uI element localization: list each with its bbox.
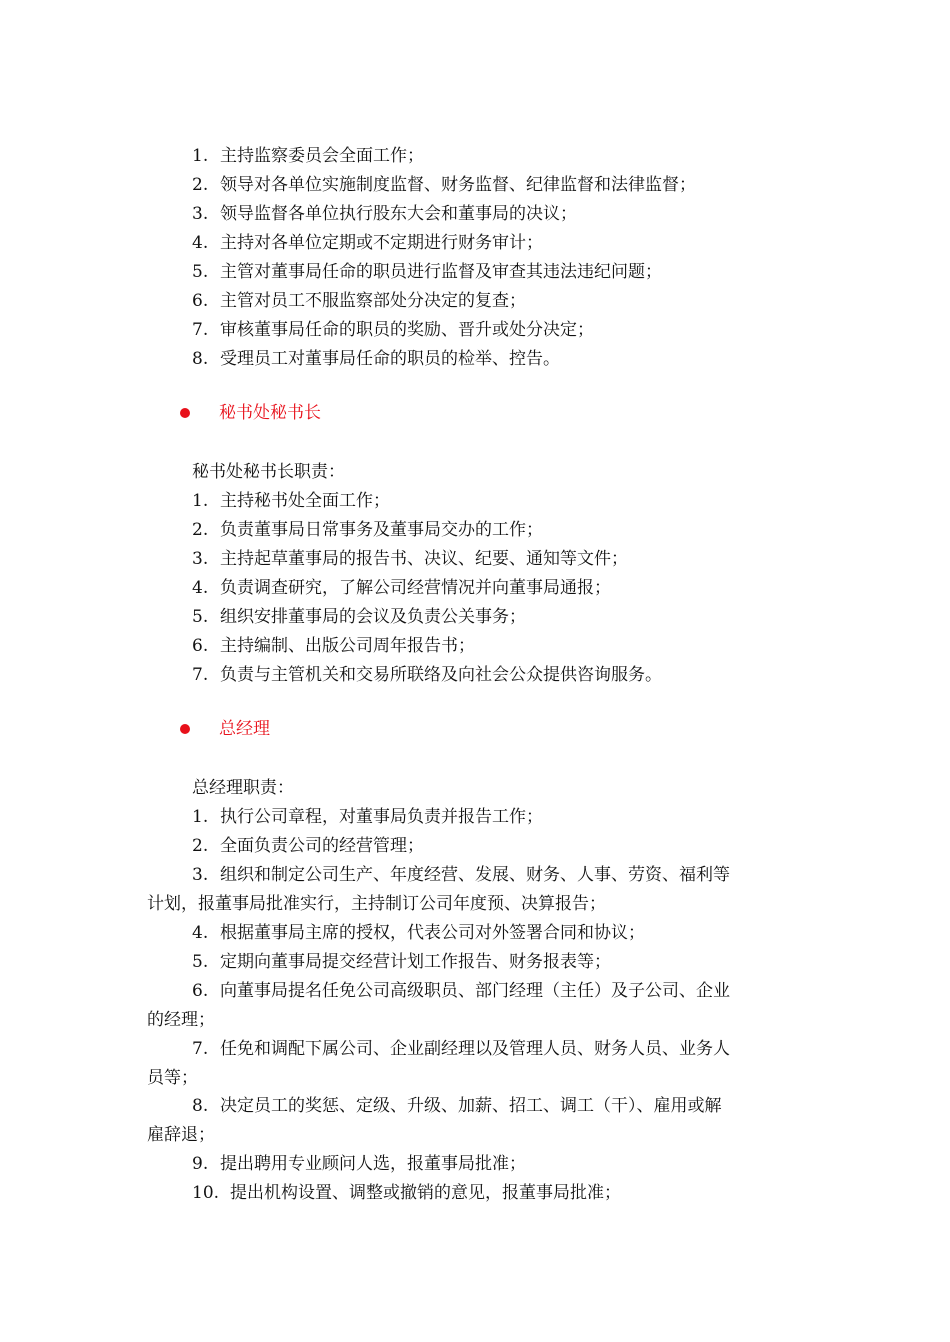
item-number: 1. [192,146,209,166]
item-text: 任免和调配下属公司、企业副经理以及管理人员、财务人员、业务人 [220,1039,730,1059]
list-item [192,262,662,282]
list-item [192,578,611,598]
list-item [192,549,628,569]
item-number: 7. [192,665,209,685]
list-item [192,1183,621,1203]
list-item [192,865,730,885]
list-item-continuation: 的经理； [147,1010,215,1030]
item-number: 9. [192,1154,209,1174]
list-item [192,146,424,166]
item-number: 1. [192,491,209,511]
item-text: 受理员工对董事局任命的职员的检举、控告。 [220,349,560,369]
item-number: 7. [192,1039,209,1059]
item-text: 执行公司章程，对董事局负责并报告工作； [220,807,543,827]
list-item [192,320,594,340]
item-text: 主持秘书处全面工作； [220,491,390,511]
item-text: 提出聘用专业顾问人选，报董事局批准； [220,1154,526,1174]
item-number: 3. [192,204,209,224]
item-text: 负责调查研究，了解公司经营情况并向董事局通报； [220,578,611,598]
list-item [192,1154,526,1174]
item-number: 5. [192,952,209,972]
item-text: 主持监察委员会全面工作； [220,146,424,166]
item-number: 2. [192,836,209,856]
list-item [192,607,526,627]
list-item [192,836,424,856]
item-text: 向董事局提名任免公司高级职员、部门经理（主任）及子公司、企业 [220,981,730,1001]
list-item [192,175,696,195]
item-text: 主管对员工不服监察部处分决定的复查； [220,291,526,311]
list-item [192,1039,730,1059]
item-text: 组织和制定公司生产、年度经营、发展、财务、人事、劳资、福利等 [220,865,730,885]
bullet-icon [180,724,190,734]
item-text: 主持对各单位定期或不定期进行财务审计； [220,233,543,253]
item-number: 4. [192,923,209,943]
item-text: 全面负责公司的经营管理； [220,836,424,856]
item-text: 审核董事局任命的职员的奖励、晋升或处分决定； [220,320,594,340]
list-item-continuation: 员等； [147,1068,198,1088]
item-text: 领导对各单位实施制度监督、财务监督、纪律监督和法律监督； [220,175,696,195]
list-item [192,1096,722,1116]
section-heading-gm: 总经理 [219,719,270,739]
item-number: 2. [192,175,209,195]
item-number: 6. [192,981,209,1001]
item-text: 根据董事局主席的授权，代表公司对外签署合同和协议； [220,923,645,943]
item-text: 负责与主管机关和交易所联络及向社会公众提供咨询服务。 [220,665,662,685]
item-number: 8. [192,1096,209,1116]
item-number: 4. [192,578,209,598]
list-item [192,981,730,1001]
item-number: 10. [192,1183,220,1203]
list-item [192,491,390,511]
item-number: 3. [192,865,209,885]
item-text: 主持起草董事局的报告书、决议、纪要、通知等文件； [220,549,628,569]
item-text: 负责董事局日常事务及董事局交办的工作； [220,520,543,540]
section-intro: 总经理职责： [192,778,294,798]
list-item [192,204,577,224]
item-number: 8. [192,349,209,369]
list-item [192,952,611,972]
item-number: 6. [192,636,209,656]
list-item [192,233,543,253]
item-number: 6. [192,291,209,311]
item-number: 2. [192,520,209,540]
list-item [192,923,645,943]
item-number: 5. [192,607,209,627]
list-item [192,291,526,311]
section-heading-secretary: 秘书处秘书长 [219,403,321,423]
item-text: 决定员工的奖惩、定级、升级、加薪、招工、调工（干）、雇用或解 [220,1096,722,1116]
list-item [192,636,475,656]
list-item [192,807,543,827]
item-number: 5. [192,262,209,282]
item-number: 7. [192,320,209,340]
bullet-icon [180,408,190,418]
list-item [192,349,560,369]
list-item-continuation: 雇辞退； [147,1125,215,1145]
item-number: 4. [192,233,209,253]
list-item-continuation: 计划，报董事局批准实行，主持制订公司年度预、决算报告； [147,894,606,914]
list-item [192,520,543,540]
item-text: 组织安排董事局的会议及负责公关事务； [220,607,526,627]
item-text: 领导监督各单位执行股东大会和董事局的决议； [220,204,577,224]
list-item [192,665,662,685]
section-intro: 秘书处秘书长职责： [192,462,345,482]
item-number: 3. [192,549,209,569]
item-text: 主管对董事局任命的职员进行监督及审查其违法违纪问题； [220,262,662,282]
item-text: 定期向董事局提交经营计划工作报告、财务报表等； [220,952,611,972]
item-number: 1. [192,807,209,827]
item-text: 主持编制、出版公司周年报告书； [220,636,475,656]
item-text: 提出机构设置、调整或撤销的意见，报董事局批准； [230,1183,621,1203]
